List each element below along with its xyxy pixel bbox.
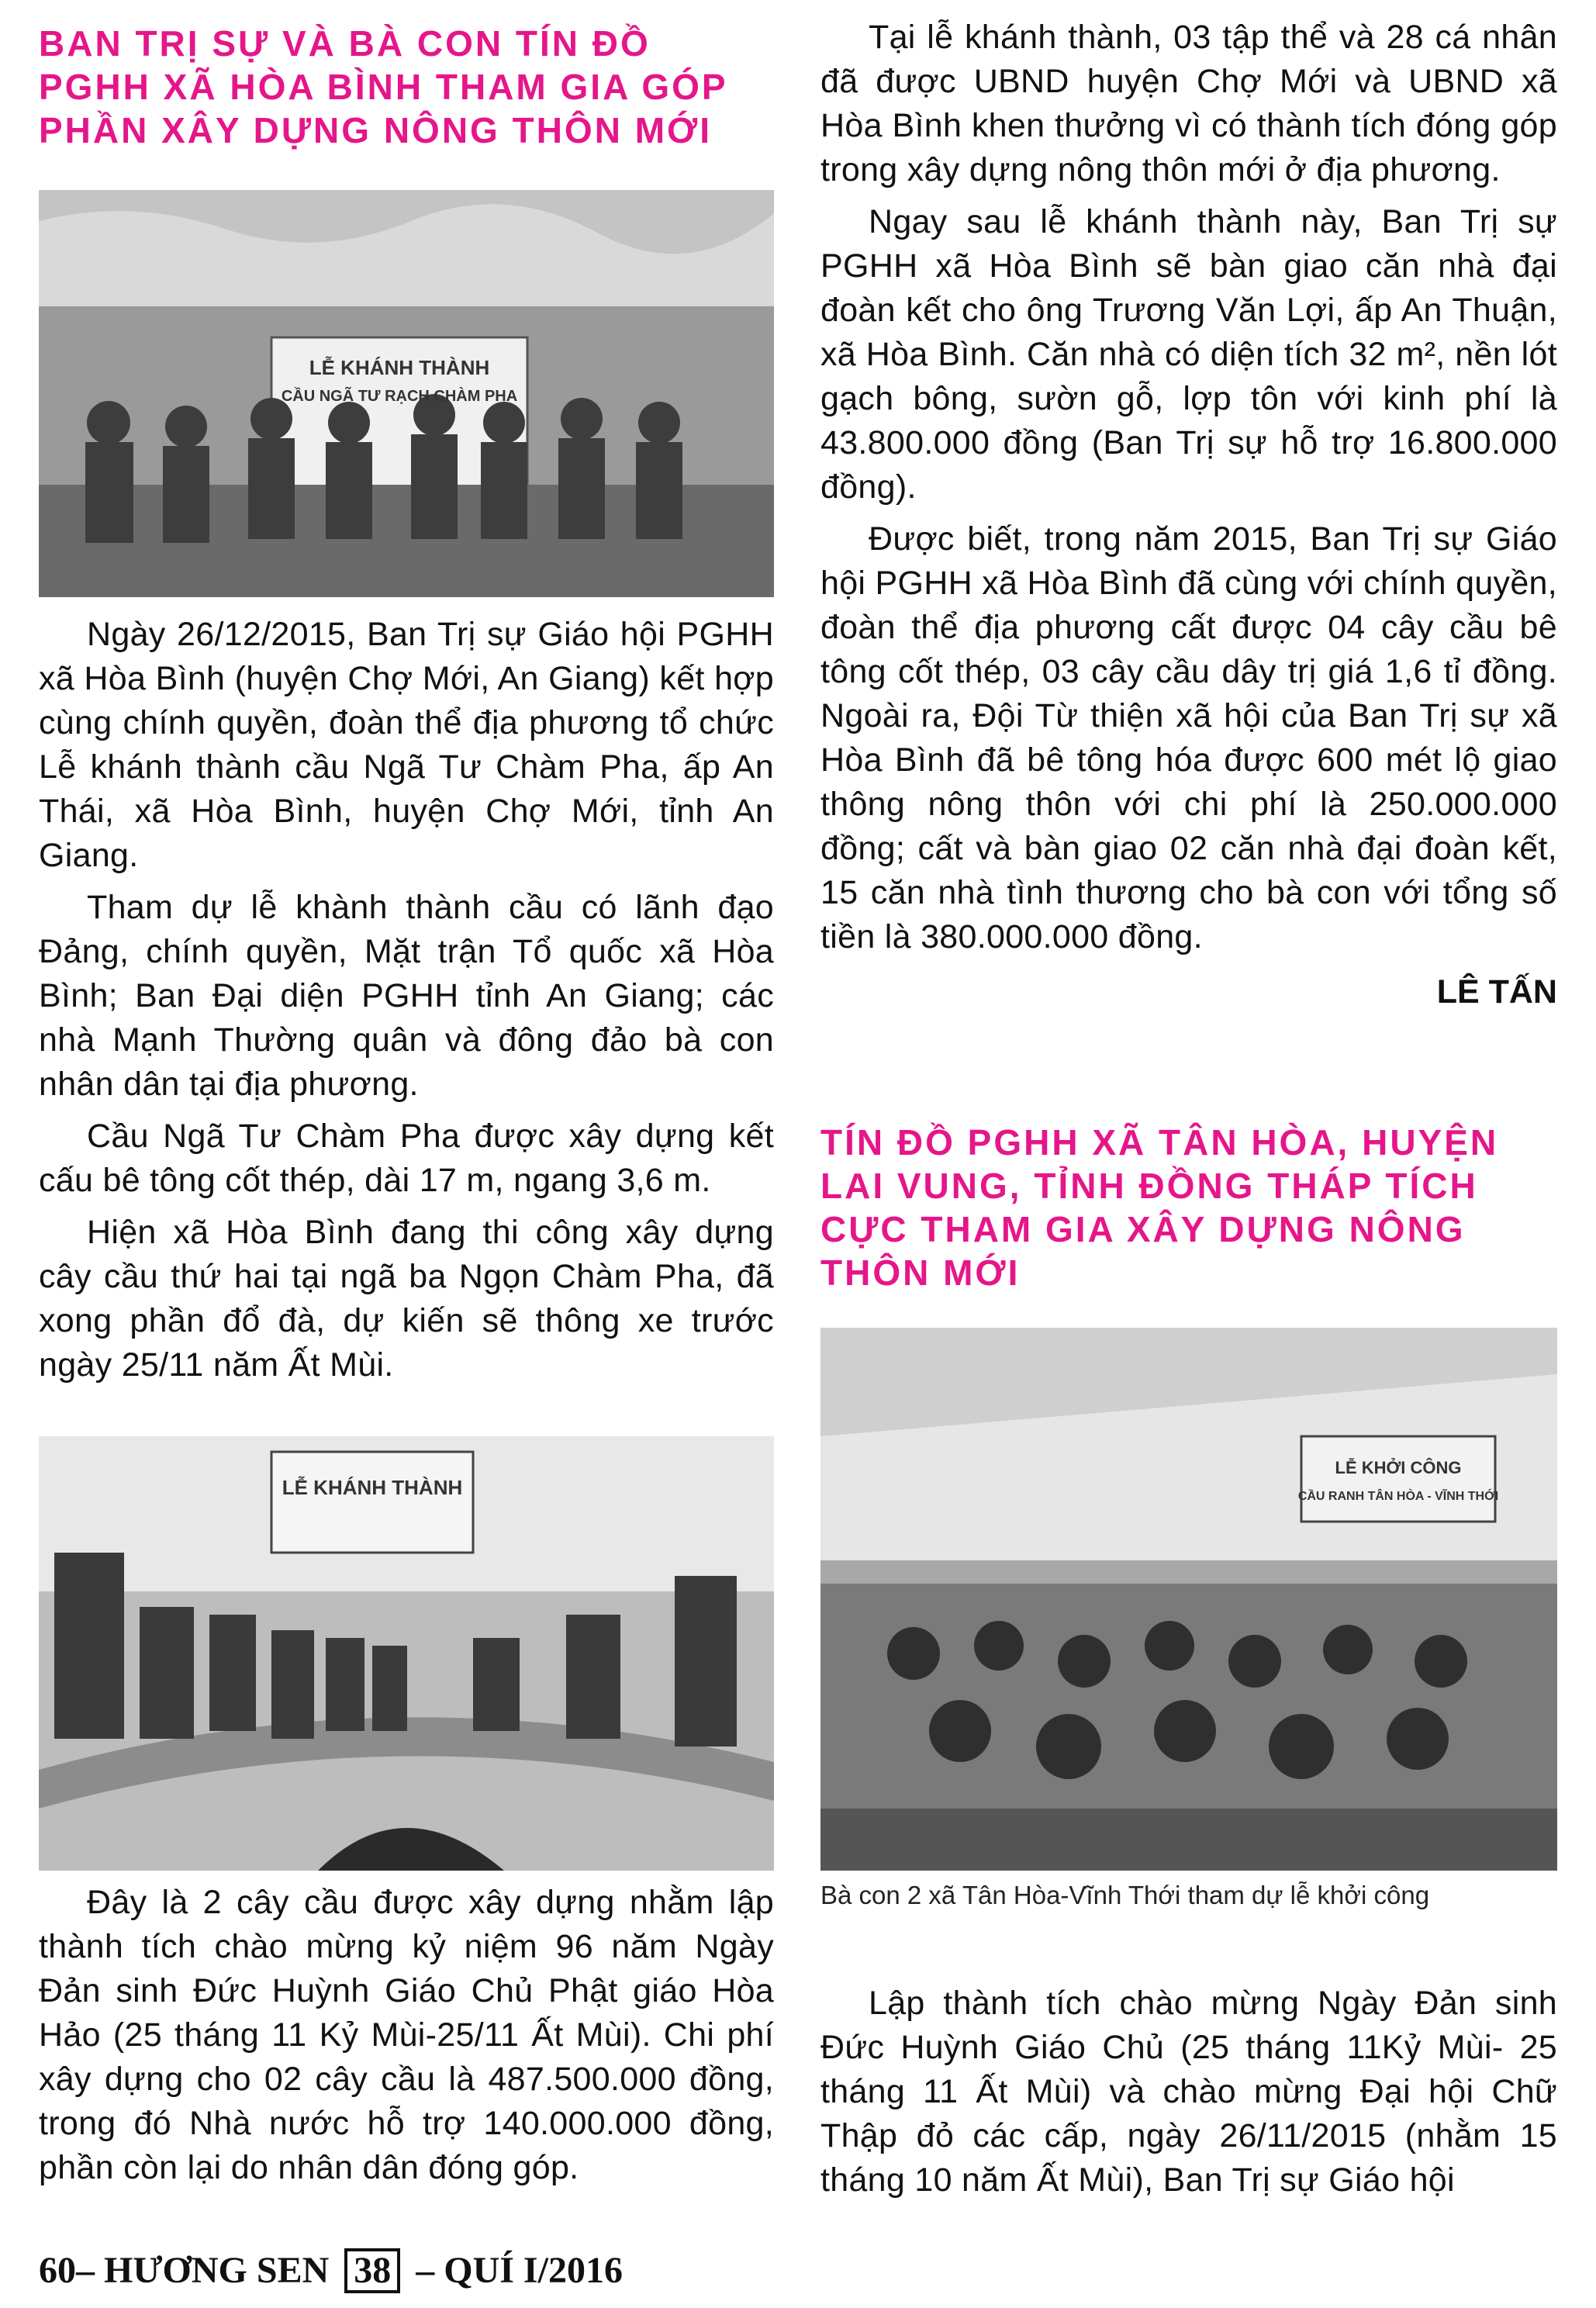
left-column <box>39 22 774 152</box>
article1-para4: Hiện xã Hòa Bình đang thi công xây dựng cây cầu thứ hai tại ngã ba Ngọn Chàm Pha, đã xong phần đổ đà, dự kiến sẽ thông xe trước ngày 25/11 năm Ất Mùi. <box>39 1214 774 1384</box>
article1-body-bottom <box>39 1881 774 2198</box>
article2-para1: Lập thành tích chào mừng Ngày Đản sinh Đức Huỳnh Giáo Chủ (25 tháng 11Kỷ Mùi- 25 tháng 11 Ất Mùi) và chào mừng Đại hội Chữ Thập đỏ các cấp, ngày 26/11/2015 (nhằm 15 tháng 10 năm Ất Mùi), Ban Trị sự Giáo hội <box>820 1985 1557 2199</box>
magazine-name: HƯƠNG SEN <box>104 2250 330 2291</box>
article1-para3: Cầu Ngã Tư Chàm Pha được xây dựng kết cấu bê tông cốt thép, dài 17 m, ngang 3,6 m. <box>39 1118 774 1199</box>
photo3-banner-line1: LỄ KHỞI CÔNG <box>1335 1458 1462 1477</box>
article2-headline: TÍN ĐỒ PGHH XÃ TÂN HÒA, HUYỆN LAI VUNG, TỈNH ĐỒNG THÁP TÍCH CỰC THAM GIA XÂY DỰNG NÔNG THÔN MỚI <box>820 1122 1499 1293</box>
page-footer <box>39 2248 623 2294</box>
article1-photo-ceremony <box>39 190 774 597</box>
article1-para8: Được biết, trong năm 2015, Ban Trị sự Giáo hội PGHH xã Hòa Bình đã cùng với chính quyền, đoàn thể địa phương cất được 04 cây cầu bê tông cốt thép, 03 cây cầu dây trị giá 1,6 tỉ đồng. Ngoài ra, Đội Từ thiện xã hội của Ban Trị sự xã Hòa Bình đã bê tông hóa được 600 mét lộ giao thông nông thôn với chi phí là 250.000.000 đồng; cất và bàn giao 02 căn nhà đại đoàn kết, 15 căn nhà tình thương cho bà con với tổng số tiền là 380.000.000 đồng. <box>820 520 1558 955</box>
article2-body <box>820 1981 1557 2210</box>
photo1-banner-line1: LỄ KHÁNH THÀNH <box>309 356 490 379</box>
article1-byline: LÊ TẤN <box>1436 973 1557 1011</box>
article2-photo-caption: Bà con 2 xã Tân Hòa-Vĩnh Thới tham dự lễ khởi công <box>820 1881 1430 1909</box>
article2-caption-wrap <box>820 1880 1557 1911</box>
photo1-banner-line2: CẦU NGÃ TƯ RẠCH CHÀM PHA <box>281 388 518 405</box>
article1-para1: Ngày 26/12/2015, Ban Trị sự Giáo hội PGHH xã Hòa Bình (huyện Chợ Mới, An Giang) kết hợp cùng chính quyền, đoàn thể địa phương tổ chức Lễ khánh thành cầu Ngã Tư Chàm Pha, ấp An Thái, xã Hòa Bình, huyện Chợ Mới, tỉnh An Giang. <box>39 616 774 874</box>
article2-photo-groundbreaking <box>820 1328 1557 1871</box>
article1-body-right <box>820 16 1557 1011</box>
article1-headline: BAN TRỊ SỰ VÀ BÀ CON TÍN ĐỒ PGHH XÃ HÒA BÌNH THAM GIA GÓP PHẦN XÂY DỰNG NÔNG THÔN MỚI <box>39 23 727 150</box>
article1-photo-bridge <box>39 1436 774 1871</box>
article1-para6: Tại lễ khánh thành, 03 tập thể và 28 cá nhân đã được UBND huyện Chợ Mới và UBND xã Hòa Bình khen thưởng vì có thành tích đóng góp trong xây dựng nông thôn mới ở địa phương. <box>820 19 1557 188</box>
article1-body-top <box>39 613 774 1395</box>
article1-para2: Tham dự lễ khành thành cầu có lãnh đạo Đảng, chính quyền, Mặt trận Tổ quốc xã Hòa Bình; Ban Đại diện PGHH tỉnh An Giang; các nhà Mạnh Thường quân và đông đảo bà con nhân dân tại địa phương. <box>39 889 774 1103</box>
article2-header <box>820 1121 1557 1294</box>
photo2-banner: LỄ KHÁNH THÀNH <box>282 1476 463 1499</box>
photo3-banner-line2: CẦU RANH TÂN HÒA - VĨNH THỚI <box>1297 1490 1499 1503</box>
issue-period: – QUÍ I/2016 <box>416 2250 623 2291</box>
article1-para7: Ngay sau lễ khánh thành này, Ban Trị sự PGHH xã Hòa Bình sẽ bàn giao căn nhà đại đoàn kết cho ông Trương Văn Lợi, ấp An Thuận, xã Hòa Bình. Căn nhà có diện tích 32 m², nền lót gạch bông, sườn gỗ, lợp tôn với kinh phí là 43.800.000 đồng (Ban Trị sự hỗ trợ 16.800.000 đồng). <box>820 203 1557 506</box>
article1-para5: Đây là 2 cây cầu được xây dựng nhằm lập thành tích chào mừng kỷ niệm 96 năm Ngày Đản sinh Đức Huỳnh Giáo Chủ Phật giáo Hòa Hảo (25 tháng 11 Kỷ Mùi-25/11 Ất Mùi). Chi phí xây dựng cho 02 cây cầu là 487.500.000 đồng, trong đó Nhà nước hỗ trợ 140.000.000 đồng, phần còn lại do nhân dân đóng góp. <box>39 1884 774 2186</box>
issue-number: 38 <box>344 2248 400 2293</box>
page-number: 60– <box>39 2250 95 2291</box>
